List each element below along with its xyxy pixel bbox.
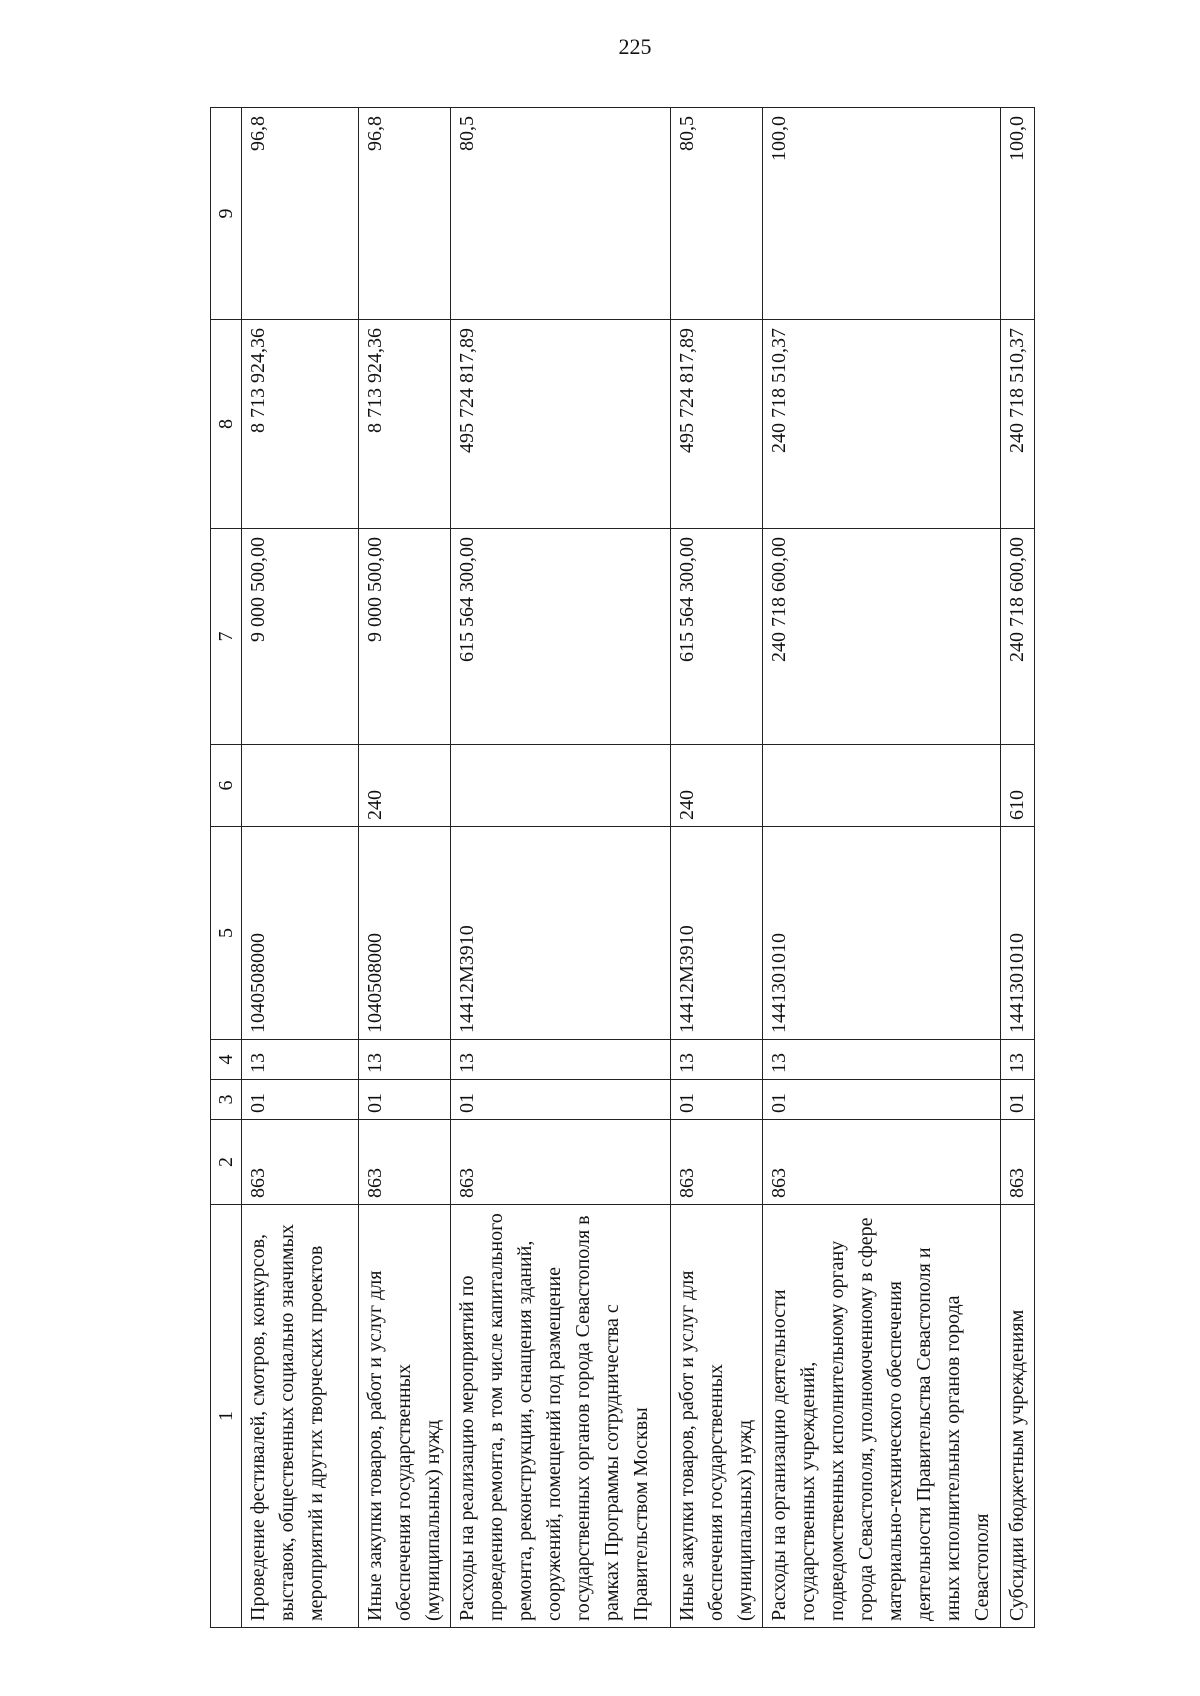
table-cell: 80,5 <box>451 108 671 320</box>
table-cell: Иные закупки товаров, работ и услуг для обеспечения государственных (муниципальных) нужд <box>671 1205 763 1628</box>
col-header: 1 <box>211 1205 242 1628</box>
table-row <box>1001 108 1035 1628</box>
table-cell: 863 <box>359 1120 451 1205</box>
table-cell: 240 718 600,00 <box>763 529 1001 745</box>
table-cell: 240 718 600,00 <box>1001 529 1035 745</box>
budget-table <box>210 107 1035 1628</box>
col-header: 5 <box>211 827 242 1040</box>
table-cell: 01 <box>671 1080 763 1120</box>
table-cell: 863 <box>671 1120 763 1205</box>
table-cell: 13 <box>359 1040 451 1080</box>
table-cell: 100,0 <box>763 108 1001 320</box>
table-cell: 13 <box>242 1040 359 1080</box>
table-cell: 9 000 500,00 <box>242 529 359 745</box>
table-row <box>671 108 763 1628</box>
table-cell: 240 718 510,37 <box>763 320 1001 529</box>
table-cell: 863 <box>1001 1120 1035 1205</box>
table-cell: Проведение фестивалей, смотров, конкурсов, выставок, общественных социально значимых мероприятий и других творческих проектов <box>242 1205 359 1628</box>
table-cell: 240 718 510,37 <box>1001 320 1035 529</box>
col-header: 4 <box>211 1040 242 1080</box>
table-cell: 13 <box>451 1040 671 1080</box>
table-header-row <box>211 108 242 1628</box>
table-cell: 610 <box>1001 745 1035 827</box>
table-cell: 863 <box>451 1120 671 1205</box>
table-cell: 863 <box>763 1120 1001 1205</box>
col-header: 6 <box>211 745 242 827</box>
col-header: 3 <box>211 1080 242 1120</box>
table-cell: 14412M3910 <box>451 827 671 1040</box>
table-cell: 01 <box>451 1080 671 1120</box>
table-cell: 96,8 <box>242 108 359 320</box>
page-number: 225 <box>618 34 652 59</box>
table-cell: 13 <box>763 1040 1001 1080</box>
table-cell: 240 <box>359 745 451 827</box>
table-cell: 240 <box>671 745 763 827</box>
table-cell: Субсидии бюджетным учреждениям <box>1001 1205 1035 1628</box>
col-header: 8 <box>211 320 242 529</box>
table-cell: 01 <box>242 1080 359 1120</box>
table-cell: 96,8 <box>359 108 451 320</box>
table-row <box>242 108 359 1628</box>
col-header: 7 <box>211 529 242 745</box>
table-cell: Расходы на организацию деятельности государственных учреждений, подведомственных исполнительному органу города Севастополя, уполномоченному в сфере материально-технического обеспечения деятельности Правительства Севастополя и иных исполнительных органов города Севастополя <box>763 1205 1001 1628</box>
table-cell: 863 <box>242 1120 359 1205</box>
rotated-table-frame <box>210 108 1060 1628</box>
table-cell: 8 713 924,36 <box>359 320 451 529</box>
table-cell <box>451 745 671 827</box>
table-cell: 1040508000 <box>359 827 451 1040</box>
rotated-table-container <box>210 108 1060 1628</box>
table-cell: Иные закупки товаров, работ и услуг для обеспечения государственных (муниципальных) нужд <box>359 1205 451 1628</box>
table-cell: 01 <box>1001 1080 1035 1120</box>
table-cell: 80,5 <box>671 108 763 320</box>
table-cell <box>242 745 359 827</box>
table-cell: 615 564 300,00 <box>671 529 763 745</box>
table-cell: 01 <box>763 1080 1001 1120</box>
table-cell: 615 564 300,00 <box>451 529 671 745</box>
table-cell: 100,0 <box>1001 108 1035 320</box>
table-cell: 495 724 817,89 <box>451 320 671 529</box>
col-header: 2 <box>211 1120 242 1205</box>
table-cell: 9 000 500,00 <box>359 529 451 745</box>
table-row <box>359 108 451 1628</box>
table-cell: 14412M3910 <box>671 827 763 1040</box>
table-cell: Расходы на реализацию мероприятий по проведению ремонта, в том числе капитального ремонта, реконструкции, оснащения зданий, сооружений, помещений под размещение государственных органов города Севастополя в рамках Программы сотрудничества с Правительством Москвы <box>451 1205 671 1628</box>
table-cell: 13 <box>671 1040 763 1080</box>
col-header: 9 <box>211 108 242 320</box>
table-cell: 1441301010 <box>1001 827 1035 1040</box>
table-cell: 8 713 924,36 <box>242 320 359 529</box>
table-cell <box>763 745 1001 827</box>
table-cell: 13 <box>1001 1040 1035 1080</box>
table-cell: 1040508000 <box>242 827 359 1040</box>
table-row <box>763 108 1001 1628</box>
table-cell: 01 <box>359 1080 451 1120</box>
table-cell: 495 724 817,89 <box>671 320 763 529</box>
table-cell: 1441301010 <box>763 827 1001 1040</box>
table-row <box>451 108 671 1628</box>
